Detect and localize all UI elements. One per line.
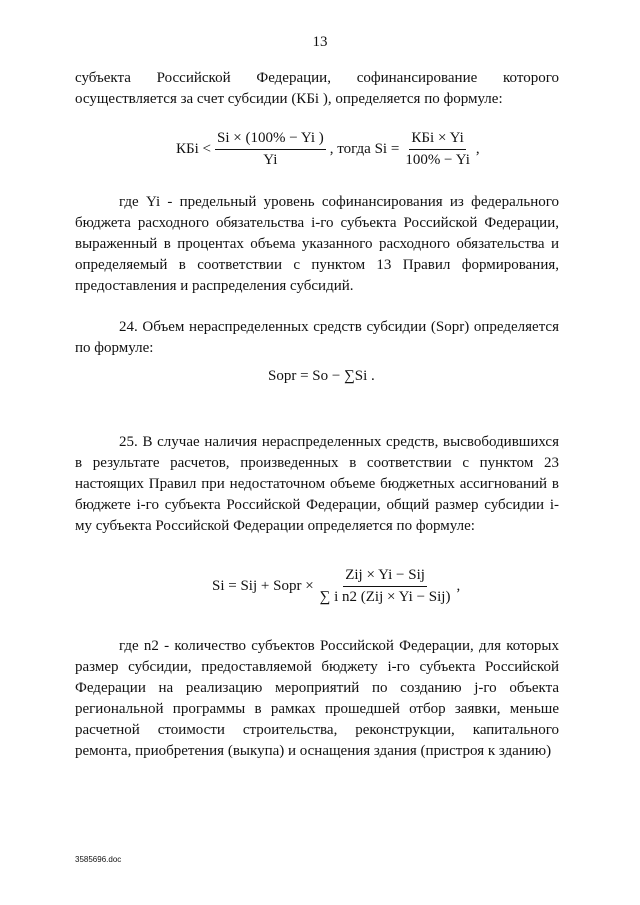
paragraph-intro-text: субъекта Российской Федерации, софинансирование которого осуществляется за счет субсидии (КБi ), определяется по формуле: [75,70,559,107]
formula-si-numerator: Zij × Yi − Sij [343,567,427,587]
formula-kb-fraction-2-numerator: КБi × Yi [409,130,465,150]
paragraph-24 [75,317,559,359]
paragraph-n2-definition [75,636,559,762]
paragraph-n2-definition-text: где n2 - количество субъектов Российской Федерации, для которых размер субсидии, предоставляемой бюджету i-го субъекта Российской Федерации на реализацию мероприятий по созданию j-го объекта региональной программы в рамках прошедшей отбор заявки, меньше расчетной стоимости строительства, реконструкции, капитального ремонта, приобретения (выкупа) и оснащения здания (пристроя к зданию) [75,638,559,759]
formula-kb-fraction-2 [403,130,472,169]
formula-sopr [268,368,375,385]
formula-si [212,567,460,606]
paragraph-25-text: 25. В случае наличия нераспределенных средств, высвободившихся в результате расчетов, произведенных в соответствии с пунктом 23 настоящих Правил при недостаточном объеме бюджетных ассигнований в бюджете i-го субъекта Российской Федерации, общий размер субсидии i-му субъекта Российской Федерации определяется по формуле: [75,434,559,534]
formula-kb-fraction-2-denominator: 100% − Yi [405,152,470,168]
formula-si-denominator: ∑ i n2 (Zij × Yi − Sij) [319,589,451,605]
formula-kb [176,130,480,169]
formula-kb-lhs: КБi < [176,141,211,157]
paragraph-yi-definition-text: где Yi - предельный уровень софинансирования из федерального бюджета расходного обязательства i-го субъекта Российской Федерации, выраженный в процентах объема указанного расходного обязательства и определяемый в соответствии с пунктом 13 Правил формирования, предоставления и распределения субсидий. [75,194,559,294]
paragraph-25 [75,432,559,537]
formula-kb-fraction-1-numerator: Si × (100% − Yi ) [215,130,326,150]
formula-kb-fraction-1-denominator: Yi [263,152,278,168]
formula-kb-fraction-1 [215,130,326,169]
formula-si-fraction [318,567,453,606]
footer-doc-id: 3585696.doc [75,855,122,864]
formula-kb-tail: , [475,141,480,157]
paragraph-intro [75,68,559,110]
paragraph-24-text: 24. Объем нераспределенных средств субсидии (Sopr) определяется по формуле: [75,319,559,356]
formula-sopr-text: Sopr = So − ∑Si . [268,368,375,384]
page-number: 13 [312,34,328,50]
formula-si-lhs: Si = Sij + Sopr × [212,578,314,594]
formula-si-tail: , [456,578,461,594]
paragraph-yi-definition [75,192,559,297]
formula-kb-mid: , тогда Si = [329,141,400,157]
